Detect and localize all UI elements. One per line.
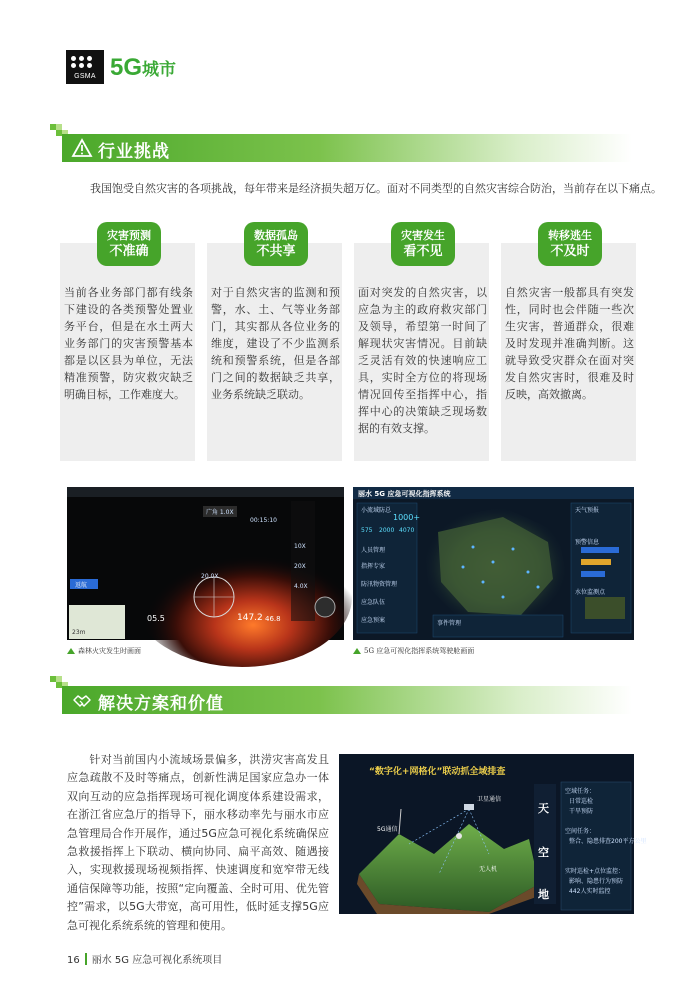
diagram-mid-head: 空间任务： <box>565 828 596 835</box>
page-footer <box>67 951 222 966</box>
diagram-5g-label: 5G通信 <box>377 826 398 833</box>
dashboard-kpi: 1000+ <box>393 513 421 522</box>
diagram-panel-item-2: 干旱预防 <box>569 808 594 815</box>
card-1-badge-top: 灾害预测 <box>107 229 151 242</box>
handshake-icon <box>72 691 92 709</box>
dashboard-events: 事件管理 <box>437 620 462 627</box>
dashboard-team: 应急队伍 <box>361 599 386 606</box>
solution-body-text <box>67 751 329 935</box>
card-3-badge <box>391 222 455 266</box>
image2-caption-text: 5G 应急可视化指挥系统驾驶舱画面 <box>364 647 475 655</box>
image2-caption <box>353 646 474 656</box>
card-3-badge-top: 灾害发生 <box>401 229 445 242</box>
diagram-panel-head-2: 实时巡检+点位监控： <box>565 868 625 875</box>
dashboard-people: 人员管理 <box>361 547 386 554</box>
image1-caption <box>67 646 141 656</box>
hud-altitude: 46.8 <box>265 615 281 623</box>
dashboard-expert: 指挥专家 <box>361 563 386 570</box>
dashboard-stat-1: 575 <box>361 527 373 534</box>
caption-triangle-icon <box>67 648 75 654</box>
dashboard-weather: 天气预报 <box>575 507 600 514</box>
card-2-badge-top: 数据孤岛 <box>254 229 298 242</box>
diagram-mid-item-1: 整合、隐患排查200平方公里 <box>569 838 647 845</box>
hud-heading: 147.2 <box>237 613 263 623</box>
hud-minimap-label: 23m <box>72 629 86 636</box>
diagram-uav-label: 无人机 <box>479 866 498 873</box>
forest-fire-image <box>67 487 344 640</box>
diagram-panel-item-3: 影响、隐患行为预防 <box>569 878 624 885</box>
dashboard-image <box>353 487 634 640</box>
card-4-badge-top: 转移逃生 <box>548 229 592 242</box>
footer-title: 丽水 5G 应急可视化系统项目 <box>91 955 223 966</box>
diagram-title: “数字化+网格化”联动抓全域排查 <box>369 767 506 777</box>
card-4-badge-bottom: 不及时 <box>550 244 590 259</box>
dashboard-stat-3: 4070 <box>399 527 415 534</box>
warning-icon <box>72 139 92 157</box>
card-3-badge-bottom: 看不见 <box>403 244 443 259</box>
card-1-text: 当前各业务部门都有线条下建设的各类预警处置业务平台，但是在水土两大业务部门的灾害预警基本都是以区县为单位，无法精准预警，防灾救灾缺乏明确目标，工作难度大。 <box>64 286 193 401</box>
section2-header <box>62 686 632 714</box>
card-4-text: 自然灾害一般都具有突发性，同时也会伴随一些次生灾害，普通群众，很难及时发现并准确判断。这就导致受灾群众在面对突发自然灾害时，很难及时反映，高效撤离。 <box>505 286 634 401</box>
diagram-ground: 地 <box>538 888 549 901</box>
dashboard-sub: 小流域防总 <box>361 507 392 514</box>
card-2-badge-bottom: 不共享 <box>256 244 296 259</box>
section1-header <box>62 134 632 162</box>
card-1-badge <box>97 222 161 266</box>
card-3-text: 面对突发的自然灾害，以应急为主的政府救灾部门及领导，希望第一时间了解现状灾害情况。目前缺乏灵活有效的快速响应工具，实时全方位的将现场情况回传至指挥中心，指挥中心的决策缺乏现场数据的有效支撑。 <box>358 286 487 435</box>
diagram-sky: 天 <box>538 802 549 815</box>
diagram-sat-label: 卫星通信 <box>477 796 502 803</box>
gsma-dots-icon <box>71 56 99 70</box>
intro-text: 我国饱受自然灾害的各项挑战，每年带来是经济损失超万亿。面对不同类型的自然灾害综合防治，当前存在以下痛点。 <box>90 182 662 195</box>
gsma-logo <box>66 50 104 84</box>
card-2-badge <box>244 222 308 266</box>
dashboard-title: 丽水 5G 应急可视化指挥系统 <box>358 490 451 498</box>
diagram-air: 空 <box>538 846 549 859</box>
hud-zoom: 20.0X <box>201 573 219 580</box>
dashboard-water: 水位监测点 <box>575 589 606 596</box>
card-2-text: 对于自然灾害的监测和预警，水、土、气等业务部门，其实都从各位业务的维度，建设了不少监测系统和预警系统，但是各部门之间的数据缺乏共享，业务系统缺乏联动。 <box>211 286 340 401</box>
hud-timer: 00:15:10 <box>250 517 277 524</box>
hud-zoom-b: 20X <box>294 563 306 570</box>
section2-title: 解决方案和价值 <box>98 694 224 714</box>
network-diagram-image <box>339 754 647 914</box>
gsma-logo-text: GSMA <box>74 73 96 80</box>
image1-caption-text: 森林火灾发生时画面 <box>78 647 141 655</box>
brand-title <box>110 54 176 82</box>
hud-lens: 广角 1.0X <box>203 506 237 517</box>
card-1-badge-bottom: 不准确 <box>109 244 149 259</box>
solution-body: 针对当前国内小流域场景偏多，洪涝灾害高发且应急疏散不及时等痛点，创新性满足国家应急办一体双向互动的应急指挥现场可视化调度体系建设需求，在浙江省应急厅的指导下，丽水移动率先与丽水市应急管理局合作开展作，通过5G应急可视化系统确保应急救援指挥上下联动、横向协同、扁平高效、随遇接入，实现救援现场视频指挥、快速调度和宽窄带无线通信保障等功能，按照“定向覆盖、全时可用、优先管控”需求，以5G大带宽，高可用性，低时延支撑5G应急可视化系统系统的管理和使用。 <box>67 753 329 932</box>
caption-triangle-icon <box>353 648 361 654</box>
brand-city: 城市 <box>142 60 177 79</box>
hud-speed: 05.5 <box>147 614 165 623</box>
dashboard-plan: 应急预案 <box>361 617 386 624</box>
dashboard-warn: 预警信息 <box>575 539 600 546</box>
page-number: 16 <box>67 955 80 966</box>
dashboard-stat-2: 2000 <box>379 527 395 534</box>
card-4-badge <box>538 222 602 266</box>
diagram-panel-head: 空域任务： <box>565 788 596 795</box>
brand-5g: 5G <box>110 54 143 81</box>
diagram-panel-item-4: 442人实时监控 <box>569 888 611 895</box>
dashboard-mgmt: 防汛物资管理 <box>361 581 398 588</box>
hud-return-button: 返航 <box>75 582 88 589</box>
section1-title: 行业挑战 <box>98 142 170 162</box>
hud-zoom-a: 10X <box>294 543 306 550</box>
diagram-panel-item-1: 日常巡检 <box>569 798 594 805</box>
footer-separator <box>85 953 87 965</box>
hud-zoom-c: 4.0X <box>294 583 308 590</box>
